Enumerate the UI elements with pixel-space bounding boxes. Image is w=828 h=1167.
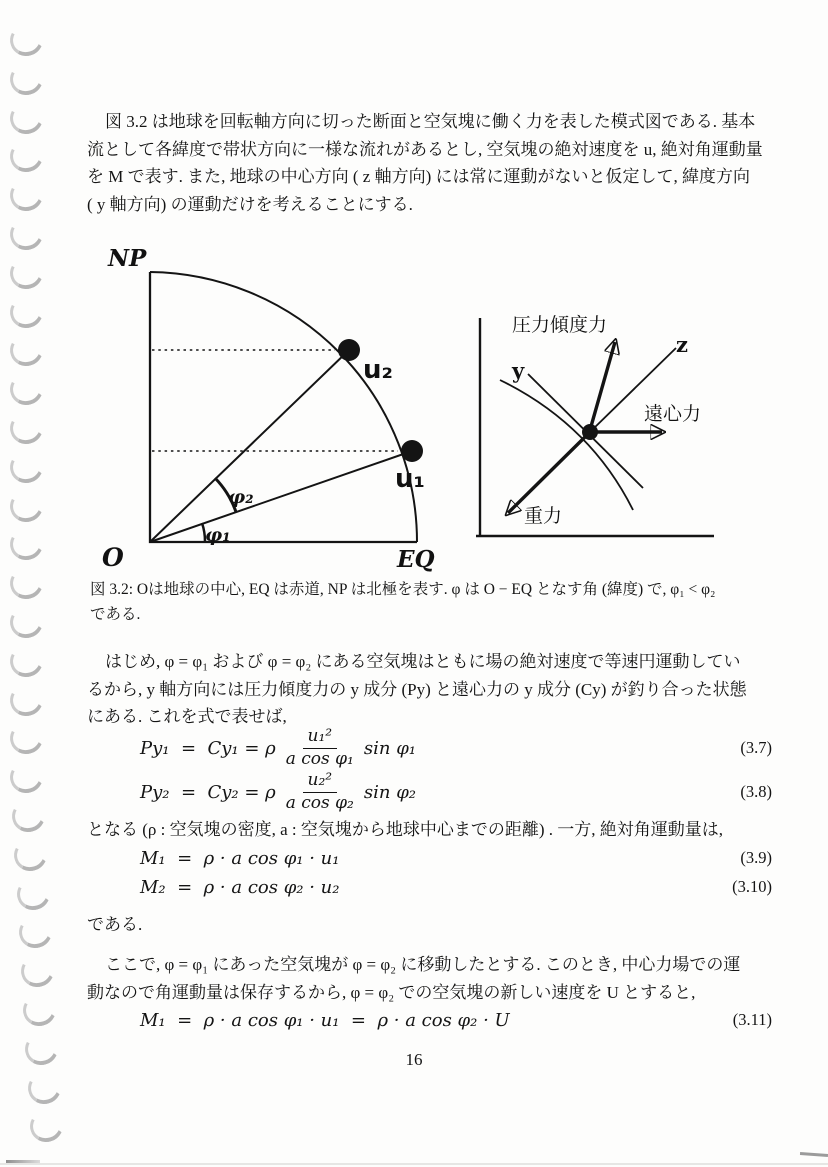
equation-3-8 bbox=[140, 770, 772, 814]
scan-bottom-edge bbox=[0, 1163, 828, 1165]
equation-3-10 bbox=[140, 875, 772, 899]
caption-line: である. bbox=[90, 606, 141, 623]
gravity-arrow bbox=[508, 437, 585, 513]
equation-number: (3.9) bbox=[740, 848, 772, 867]
binding-hole bbox=[6, 524, 47, 565]
binding-hole bbox=[6, 757, 47, 798]
text-line: となる (ρ : 空気塊の密度, a : 空気塊から地球中心までの距離) . 一方, 絶対角運動量は, bbox=[87, 820, 724, 839]
binding-hole bbox=[6, 408, 47, 449]
air-parcel-dot bbox=[582, 424, 598, 440]
equation-body: M₂ = ρ · a cos φ₂ · u₂ bbox=[140, 876, 340, 898]
binding-hole bbox=[19, 990, 60, 1031]
origin-label: O bbox=[102, 543, 124, 572]
u2-label: u₂ bbox=[363, 355, 393, 385]
binding-hole bbox=[6, 58, 47, 99]
binding-hole bbox=[6, 718, 47, 759]
equation-number: (3.11) bbox=[732, 1010, 772, 1029]
paragraph-conservation bbox=[87, 951, 777, 1006]
page-number: 16 bbox=[405, 1050, 423, 1069]
text-line: を M で表す. また, 地球の中心方向 ( z 軸方向) には常に運動がないと仮定して, 緯度方向 bbox=[87, 167, 750, 186]
binding-hole bbox=[6, 640, 47, 681]
forces-diagram bbox=[476, 314, 714, 537]
text-line: 図 3.2 は地球を回転軸方向に切った断面と空気塊に働く力を表した模式図である. 基本 bbox=[105, 112, 756, 131]
y-axis-label: y bbox=[512, 358, 525, 383]
paragraph-dearu bbox=[87, 911, 777, 939]
binding-hole bbox=[6, 485, 47, 526]
fraction: $\frac{\text{u₂²}}{\text{a cos φ₂}}$ bbox=[285, 769, 354, 813]
north-pole-label: NP bbox=[108, 245, 147, 272]
phi2-label: φ₂ bbox=[228, 486, 254, 508]
u1-label: u₁ bbox=[395, 464, 425, 494]
binding-hole bbox=[6, 446, 47, 487]
equation-body: Py₁ = Cy₁ = ρ $\frac{\text{u₁²}}{\text{a cos φ₁}}$ sin φ₁ bbox=[140, 725, 417, 769]
equation-3-11 bbox=[140, 1008, 772, 1032]
equation-number: (3.10) bbox=[732, 877, 772, 896]
caption-line: 図 3.2: Oは地球の中心, EQ は赤道, NP は北極を表す. φ は O − EQ となす角 (緯度) で, φ₁ < φ₂ bbox=[90, 581, 716, 598]
figure-caption bbox=[90, 577, 780, 627]
gravity-label: 重力 bbox=[524, 506, 563, 527]
binding-hole bbox=[6, 291, 47, 332]
z-axis-label: z bbox=[676, 332, 688, 357]
paragraph-balance bbox=[87, 648, 777, 731]
text-line: 流として各緯度で帯状方向に一様な流れがあるとし, 空気塊の絶対速度を u, 絶対角運動量 bbox=[87, 139, 763, 159]
text-line: にある. これを式で表せば, bbox=[87, 707, 287, 726]
phi1-label: φ₁ bbox=[205, 524, 231, 546]
binding-hole bbox=[6, 330, 47, 371]
text-line: はじめ, φ = φ₁ および φ = φ₂ にある空気塊はともに場の絶対速度で等速円運動してい bbox=[105, 652, 741, 671]
equator-label: EQ bbox=[397, 546, 435, 573]
centrifugal-label: 遠心力 bbox=[644, 404, 702, 425]
equation-body: M₁ = ρ · a cos φ₁ · u₁ bbox=[140, 847, 340, 869]
figure-3-2 bbox=[95, 240, 775, 575]
binding-hole bbox=[26, 1106, 67, 1147]
binding-hole bbox=[6, 563, 47, 604]
text-line: ( y 軸方向) の運動だけを考えることにする. bbox=[87, 194, 413, 214]
binding-hole bbox=[6, 252, 47, 293]
radius-to-u2 bbox=[150, 350, 349, 542]
paragraph-density-note bbox=[87, 816, 777, 844]
binding-hole bbox=[6, 369, 47, 410]
fraction: $\frac{\text{u₁²}}{\text{a cos φ₁}}$ bbox=[285, 725, 354, 769]
equation-number: (3.8) bbox=[740, 782, 772, 801]
equation-3-9 bbox=[140, 846, 772, 870]
air-parcel-u1-dot bbox=[401, 440, 423, 462]
radius-to-u1 bbox=[150, 451, 412, 542]
earth-surface-arc bbox=[150, 272, 417, 542]
equation-body: Py₂ = Cy₂ = ρ $\frac{\text{u₂²}}{\text{a cos φ₂}}$ sin φ₂ bbox=[140, 769, 417, 813]
binding-hole bbox=[6, 214, 47, 255]
binding-hole bbox=[6, 97, 47, 138]
binding-hole bbox=[6, 679, 47, 720]
pressure-gradient-arrow bbox=[590, 342, 615, 430]
scan-bottom-right-mark bbox=[800, 1152, 828, 1157]
binding-hole bbox=[17, 951, 58, 992]
equation-number: (3.7) bbox=[740, 738, 772, 757]
binding-hole bbox=[10, 834, 51, 875]
surface-curve bbox=[500, 380, 633, 510]
binding-hole bbox=[6, 175, 47, 216]
equation-body: M₁ = ρ · a cos φ₁ · u₁ = ρ · a cos φ₂ · U bbox=[140, 1009, 510, 1031]
scan-bottom-left-mark bbox=[6, 1160, 40, 1163]
air-parcel-u2-dot bbox=[338, 339, 360, 361]
text-line: である. bbox=[87, 915, 143, 934]
binding-hole bbox=[23, 1067, 64, 1108]
np-eq-axes bbox=[150, 272, 417, 542]
equation-3-7 bbox=[140, 726, 772, 770]
paragraph-intro bbox=[87, 108, 777, 218]
text-line: 動なので角運動量は保存するから, φ = φ₂ での空気塊の新しい速度を U とすると, bbox=[87, 982, 696, 1002]
binding-hole bbox=[6, 602, 47, 643]
text-line: ここで, φ = φ₁ にあった空気塊が φ = φ₂ に移動したとする. このとき, 中心力場での運 bbox=[105, 955, 741, 974]
binding-hole bbox=[15, 912, 56, 953]
binding-hole bbox=[6, 136, 47, 177]
text-line: るから, y 軸方向には圧力傾度力の y 成分 (Py) と遠心力の y 成分 (Cy) が釣り合った状態 bbox=[87, 679, 747, 699]
binding-hole bbox=[6, 20, 47, 61]
binding-hole bbox=[12, 873, 53, 914]
earth-quadrant-diagram bbox=[102, 245, 435, 573]
binding-hole bbox=[8, 796, 49, 837]
pressure-gradient-label: 圧力傾度力 bbox=[512, 315, 608, 336]
